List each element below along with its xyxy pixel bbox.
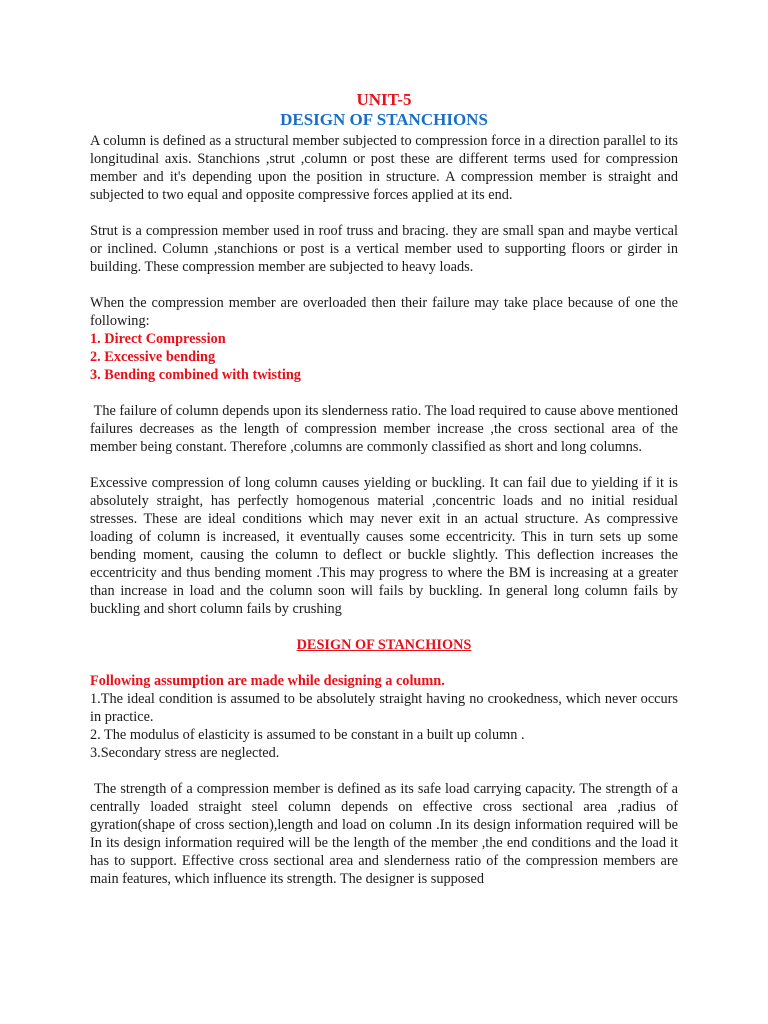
paragraph-strut-definition: Strut is a compression member used in roof truss and bracing. they are small span and maybe vertical or inclined. Column ,stanchions or post is a vertical member used to supporting floors or girder in building. These compression member are subjected to heavy loads. xyxy=(90,223,678,275)
assumption-item: 3.Secondary stress are neglected. xyxy=(90,745,280,761)
document-page xyxy=(90,90,678,888)
assumption-heading: Following assumption are made while designing a column. xyxy=(90,673,445,689)
paragraph-buckling: Excessive compression of long column causes yielding or buckling. It can fail due to yielding if it is absolutely straight, has perfectly homogenous material ,concentric loads and no initial residual stresses. These are ideal conditions which may never exit in an actual structure. As compressive loading of column is increased, it eventually causes some eccentricity. This in turn sets up some bending moment, causing the column to deflect or buckle slightly. This deflection increases the eccentricity and thus bending moment .This may progress to where the BM is increasing at a greater than increase in load and the column soon will fails by buckling. In general long column fails by buckling and short column fails by crushing xyxy=(90,475,678,617)
paragraph-failure-intro: When the compression member are overloaded then their failure may take place because of one the following: xyxy=(90,295,678,329)
failure-list-item: 2. Excessive bending xyxy=(90,349,216,365)
failure-list-item: 1. Direct Compression xyxy=(90,331,226,347)
section-heading: DESIGN OF STANCHIONS xyxy=(296,637,472,653)
page-title: DESIGN OF STANCHIONS xyxy=(280,110,488,129)
assumption-item: 1.The ideal condition is assumed to be absolutely straight having no crookedness, which never occurs in practice. xyxy=(90,691,678,725)
assumption-item: 2. The modulus of elasticity is assumed to be constant in a built up column . xyxy=(90,727,525,743)
paragraph-slenderness: The failure of column depends upon its slenderness ratio. The load required to cause above mentioned failures decreases as the length of compression member increase ,the cross sectional area of the member being constant. Therefore ,columns are commonly classified as short and long columns. xyxy=(90,403,678,455)
paragraph-column-definition: A column is defined as a structural member subjected to compression force in a direction parallel to its longitudinal axis. Stanchions ,strut ,column or post these are different terms used for compression member and it's depending upon the position in structure. A compression member is straight and subjected to two equal and opposite compressive forces applied at its end. xyxy=(90,133,678,203)
unit-title: UNIT-5 xyxy=(356,90,412,109)
paragraph-strength: The strength of a compression member is defined as its safe load carrying capacity. The strength of a centrally loaded straight steel column depends on effective cross sectional area ,radius of gyration(shape of cross section),length and load on column .In its design information required will be In its design information required will be the length of the member ,the end conditions and the load it has to support. Effective cross sectional area and slenderness ratio of the compression members are main features, which influence its strength. The designer is supposed xyxy=(90,781,678,887)
failure-list-item: 3. Bending combined with twisting xyxy=(90,367,301,383)
